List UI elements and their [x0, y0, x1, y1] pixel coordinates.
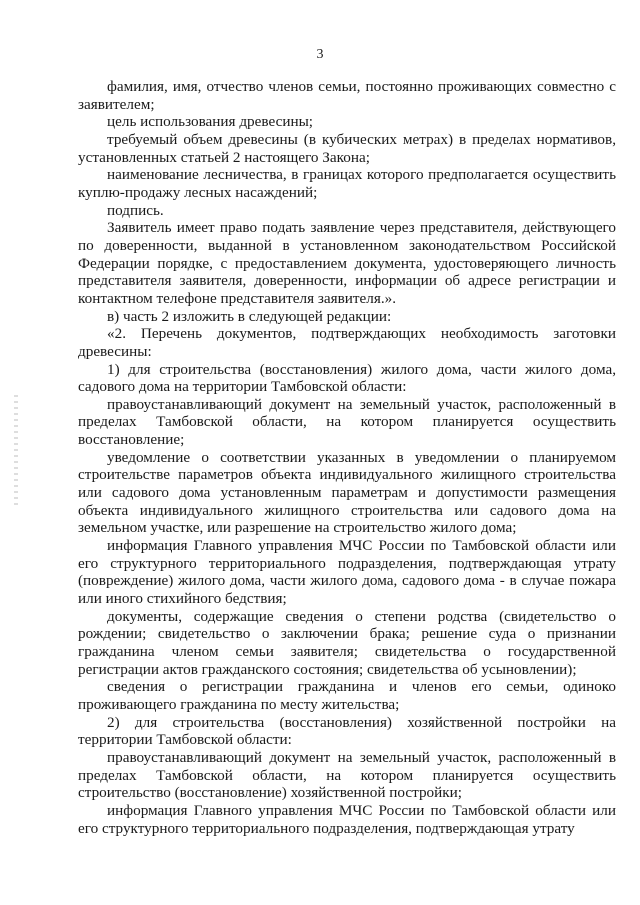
paragraph: фамилия, имя, отчество членов семьи, постоянно проживающих совместно с заявителем; — [78, 78, 616, 113]
paragraph: в) часть 2 изложить в следующей редакции: — [107, 307, 392, 325]
paragraph: 2) для строительства (восстановления) хозяйственной постройки на территории Тамбовской области: — [78, 713, 616, 749]
paragraph: уведомление о соответствии указанных в уведомлении о планируемом строительстве параметров объекта индивидуального жилищного строительства или садового дома установленным параметрам и допустимости размещения объекта индивидуального жилищного строительства или садового дома на земельном участке, или разрешение на строительство жилого дома; — [78, 448, 616, 537]
page-number: 3 — [316, 47, 324, 62]
margin-scan-mark — [14, 395, 18, 505]
paragraph: документы, содержащие сведения о степени родства (свидетельство о рождении; свидетельство о заключении брака; решение суда о признании гражданина членом семьи заявителя; свидетельства о государственной регистрации актов гражданского состояния; свидетельства об усыновлении); — [78, 607, 616, 678]
paragraph: правоустанавливающий документ на земельный участок, расположенный в пределах Тамбовской области, на котором планируется осуществить строительство (восстановление) хозяйственной постройки; — [78, 748, 616, 802]
paragraph: правоустанавливающий документ на земельный участок, расположенный в пределах Тамбовской области, на котором планируется осуществить восстановление; — [78, 395, 616, 449]
paragraph: информация Главного управления МЧС России по Тамбовской области или его структурного территориального подразделения, подтверждающая утрату — [78, 801, 616, 837]
paragraph: наименование лесничества, в границах которого предполагается осуществить куплю-продажу лесных насаждений; — [78, 166, 616, 201]
paragraph: сведения о регистрации гражданина и членов его семьи, одиноко проживающего гражданина по месту жительства; — [78, 678, 616, 713]
paragraph: «2. Перечень документов, подтверждающих необходимость заготовки древесины: — [78, 325, 616, 360]
paragraph: Заявитель имеет право подать заявление через представителя, действующего по доверенности, выданной в установленном законодательством Российской Федерации порядке, с предоставлением документа, удостоверяющего личность представителя заявителя, доверенности, информации об адресе регистрации и контактном телефоне представителя заявителя.». — [78, 219, 616, 307]
paragraph: требуемый объем древесины (в кубических метрах) в пределах нормативов, установленных статьей 2 настоящего Закона; — [78, 130, 616, 166]
paragraph: 1) для строительства (восстановления) жилого дома, части жилого дома, садового дома на территории Тамбовской области: — [78, 360, 616, 396]
document-body — [78, 78, 616, 837]
paragraph: цель использования древесины; — [107, 113, 314, 131]
paragraph: подпись. — [107, 201, 164, 219]
paragraph: информация Главного управления МЧС России по Тамбовской области или его структурного территориального подразделения, подтверждающая утрату (повреждение) жилого дома, части жилого дома, садового дома - в случае пожара или иного стихийного бедствия; — [78, 537, 616, 608]
